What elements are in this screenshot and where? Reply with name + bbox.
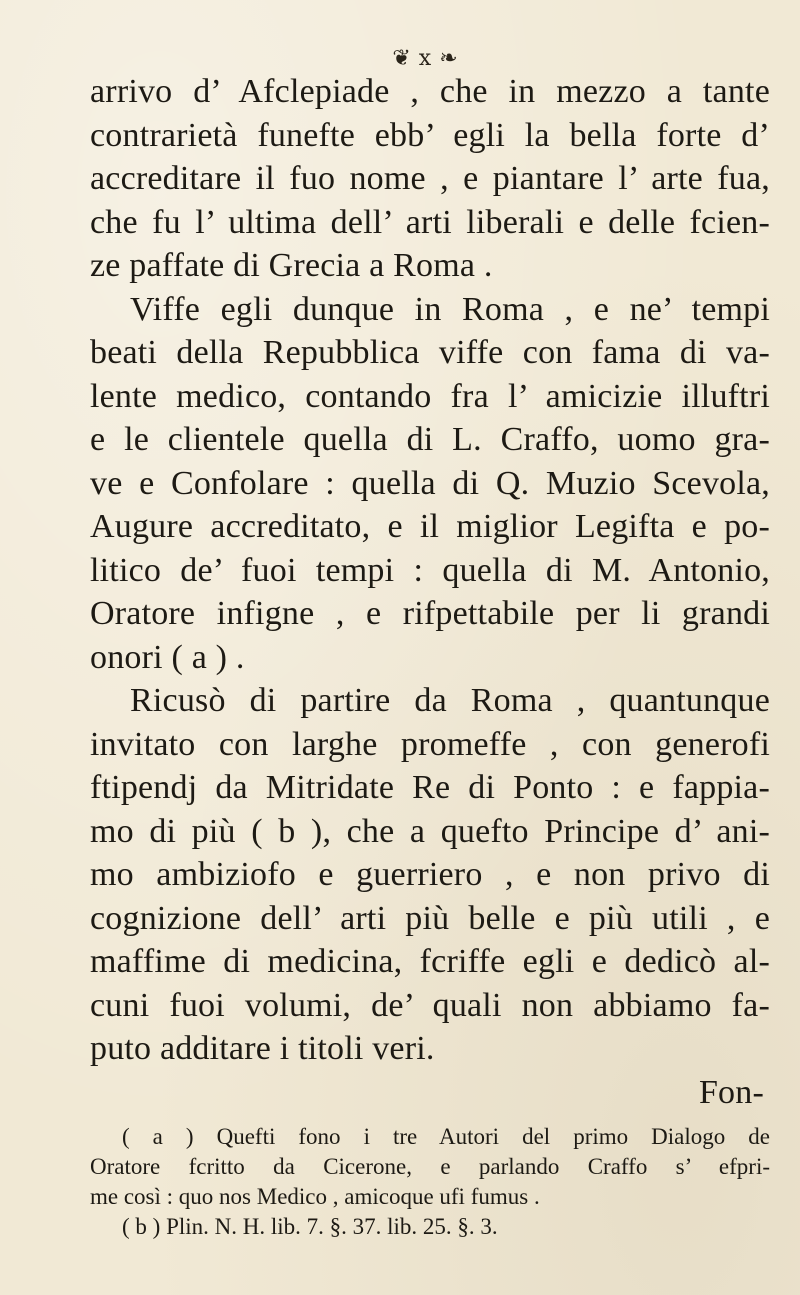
text-line: Ricusò di partire da Roma , quantunque	[130, 682, 770, 719]
footnote-line: ( b ) Plin. N. H. lib. 7. §. 37. lib. 25. §. 3.	[122, 1214, 498, 1239]
text-line: cognizione dell’ arti più belle e più utili , e	[90, 899, 770, 937]
text-line: puto additare i titoli veri.	[90, 1030, 435, 1067]
footnote-line: Oratore fcritto da Cicerone, e parlando Craffo s’ efpri-	[90, 1154, 770, 1179]
text-line: contrarietà funefte ebb’ egli la bella forte d’	[90, 116, 770, 154]
text-line: che fu l’ ultima dell’ arti liberali e delle fcien-	[90, 203, 770, 241]
text-line: onori ( a ) .	[90, 638, 245, 676]
text-line: Oratore infigne , e rifpettabile per li grandi	[90, 595, 770, 632]
body-text	[90, 70, 770, 1114]
fleuron-left-icon: ❦	[392, 45, 411, 71]
text-line: beati della Repubblica viffe con fama di va-	[90, 334, 770, 371]
text-line: litico de’ fuoi tempi : quella di M. Antonio,	[90, 551, 770, 589]
text-line: Augure accreditato, e il miglior Legifta e po-	[90, 508, 770, 545]
text-line: e le clientele quella di L. Craffo, uomo gra-	[90, 421, 770, 458]
footnotes	[90, 1122, 770, 1242]
text-line: Viffe egli dunque in Roma , e ne’ tempi	[130, 290, 770, 328]
catchword: Fon-	[698, 1073, 764, 1111]
text-line: cuni fuoi volumi, de’ quali non abbiamo fa-	[90, 986, 770, 1024]
page-number: x	[418, 45, 432, 71]
text-line: invitato con larghe promeffe , con generofi	[90, 725, 770, 763]
footnote-line: ( a ) Quefti fono i tre Autori del primo Dialogo de	[122, 1124, 770, 1149]
footnote-line: me così : quo nos Medico , amicoque ufi fumus .	[90, 1184, 540, 1209]
text-line: arrivo d’ Afclepiade , che in mezzo a tante	[90, 73, 770, 110]
text-line: lente medico, contando fra l’ amicizie illuftri	[90, 377, 770, 415]
text-line: ve e Confolare : quella di Q. Muzio Scevola,	[90, 464, 770, 502]
text-line: mo ambiziofo e guerriero , e non privo di	[90, 856, 770, 893]
text-line: maffime di medicina, fcriffe egli e dedicò al-	[90, 943, 770, 980]
text-line: ze paffate di Grecia a Roma .	[90, 247, 493, 284]
text-line: accreditare il fuo nome , e piantare l’ arte fua,	[90, 160, 770, 197]
text-line: mo di più ( b ), che a quefto Principe d’ ani-	[90, 812, 770, 850]
text-line: ftipendj da Mitridate Re di Ponto : e fappia-	[90, 769, 770, 806]
fleuron-right-icon: ❧	[439, 45, 458, 71]
